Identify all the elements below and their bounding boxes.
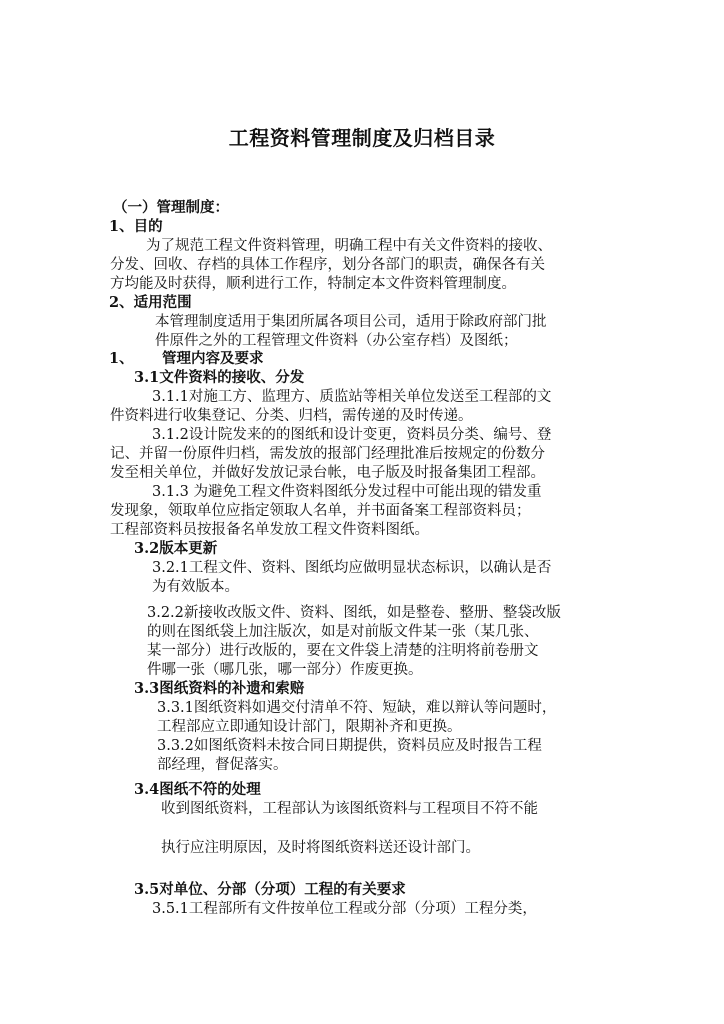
- clause-heading: 3.3图纸资料的补遗和索赔: [134, 680, 305, 697]
- subsection-heading: 2、适用范围: [109, 294, 192, 311]
- clause-heading: 3.4图纸不符的处理: [134, 781, 261, 798]
- paragraph-line: 的则在图纸袋上加注版次，如是对前版文件某一张（某几张、: [147, 624, 539, 640]
- paragraph-line: 3.2.2新接收改版文件、资料、图纸，如是整卷、整册、整袋改版: [147, 605, 561, 621]
- paragraph-line: 某一部分）进行改版的，要在文件袋上清楚的注明将前卷册文: [147, 643, 539, 659]
- paragraph-line: 方均能及时获得，顺利进行工作，特制定本文件资料管理制度。: [110, 276, 516, 292]
- document-title: 工程资料管理制度及归档目录: [228, 126, 496, 150]
- paragraph-line: 3.1.2设计院发来的的图纸和设计变更，资料员分类、编号、登: [152, 427, 552, 443]
- paragraph-line: 发至相关单位，并做好发放记录台帐，电子版及时报备集团工程部。: [110, 465, 545, 481]
- paragraph-line: 部经理，督促落实。: [157, 757, 288, 773]
- paragraph-line: 3.3.2如图纸资料未按合同日期提供，资料员应及时报告工程: [157, 738, 542, 754]
- paragraph-line: 本管理制度适用于集团所属各项目公司，适用于除政府部门批: [155, 314, 547, 330]
- paragraph-line: 件哪一张（哪几张，哪一部分）作废更换。: [147, 662, 423, 678]
- clause-heading: 3.2版本更新: [134, 540, 218, 557]
- paragraph-line: 3.3.1图纸资料如遇交付清单不符、短缺，难以辩认等问题时，: [157, 700, 557, 716]
- paragraph-line: 分发、回收、存档的具体工作程序，划分各部门的职责，确保各有关: [110, 257, 545, 273]
- clause-heading: 3.1文件资料的接收、分发: [134, 369, 305, 386]
- paragraph-line: 件原件之外的工程管理文件资料（办公室存档）及图纸；: [155, 333, 518, 349]
- paragraph-line: 为有效版本。: [152, 579, 239, 595]
- paragraph-line: 记、并留一份原件归档，需发放的报部门经理批准后按规定的份数分: [110, 446, 545, 462]
- paragraph-line: 3.1.3 为避免工程文件资料图纸分发过程中可能出现的错发重: [152, 484, 542, 500]
- subsection-heading: 1、目的: [109, 218, 163, 235]
- subsection-number: 1、: [109, 350, 134, 367]
- paragraph-line: 工程部资料员按报备名单发放工程文件资料图纸。: [110, 522, 429, 538]
- paragraph-line: 发现象，领取单位应指定领取人名单，并书面备案工程部资料员；: [110, 503, 531, 519]
- section-heading: （一）管理制度：: [113, 199, 229, 216]
- subsection-heading: 管理内容及要求: [162, 350, 264, 367]
- paragraph-line: 3.2.1工程文件、资料、图纸均应做明显状态标识，以确认是否: [152, 560, 552, 576]
- paragraph-line: 件资料进行收集登记、分类、归档，需传递的及时传递。: [110, 408, 473, 424]
- paragraph-line: 工程部应立即通知设计部门，限期补齐和更换。: [157, 719, 462, 735]
- paragraph-line: 3.1.1对施工方、监理方、质监站等相关单位发送至工程部的文: [152, 389, 552, 405]
- paragraph-line: 收到图纸资料，工程部认为该图纸资料与工程项目不符不能: [161, 801, 538, 817]
- paragraph-line: 为了规范工程文件资料管理，明确工程中有关文件资料的接收、: [146, 238, 552, 254]
- paragraph-line: 执行应注明原因，及时将图纸资料送还设计部门。: [161, 840, 480, 856]
- clause-heading: 3.5对单位、分部（分项）工程的有关要求: [134, 881, 406, 898]
- paragraph-line: 3.5.1工程部所有文件按单位工程或分部（分项）工程分类，: [152, 901, 537, 917]
